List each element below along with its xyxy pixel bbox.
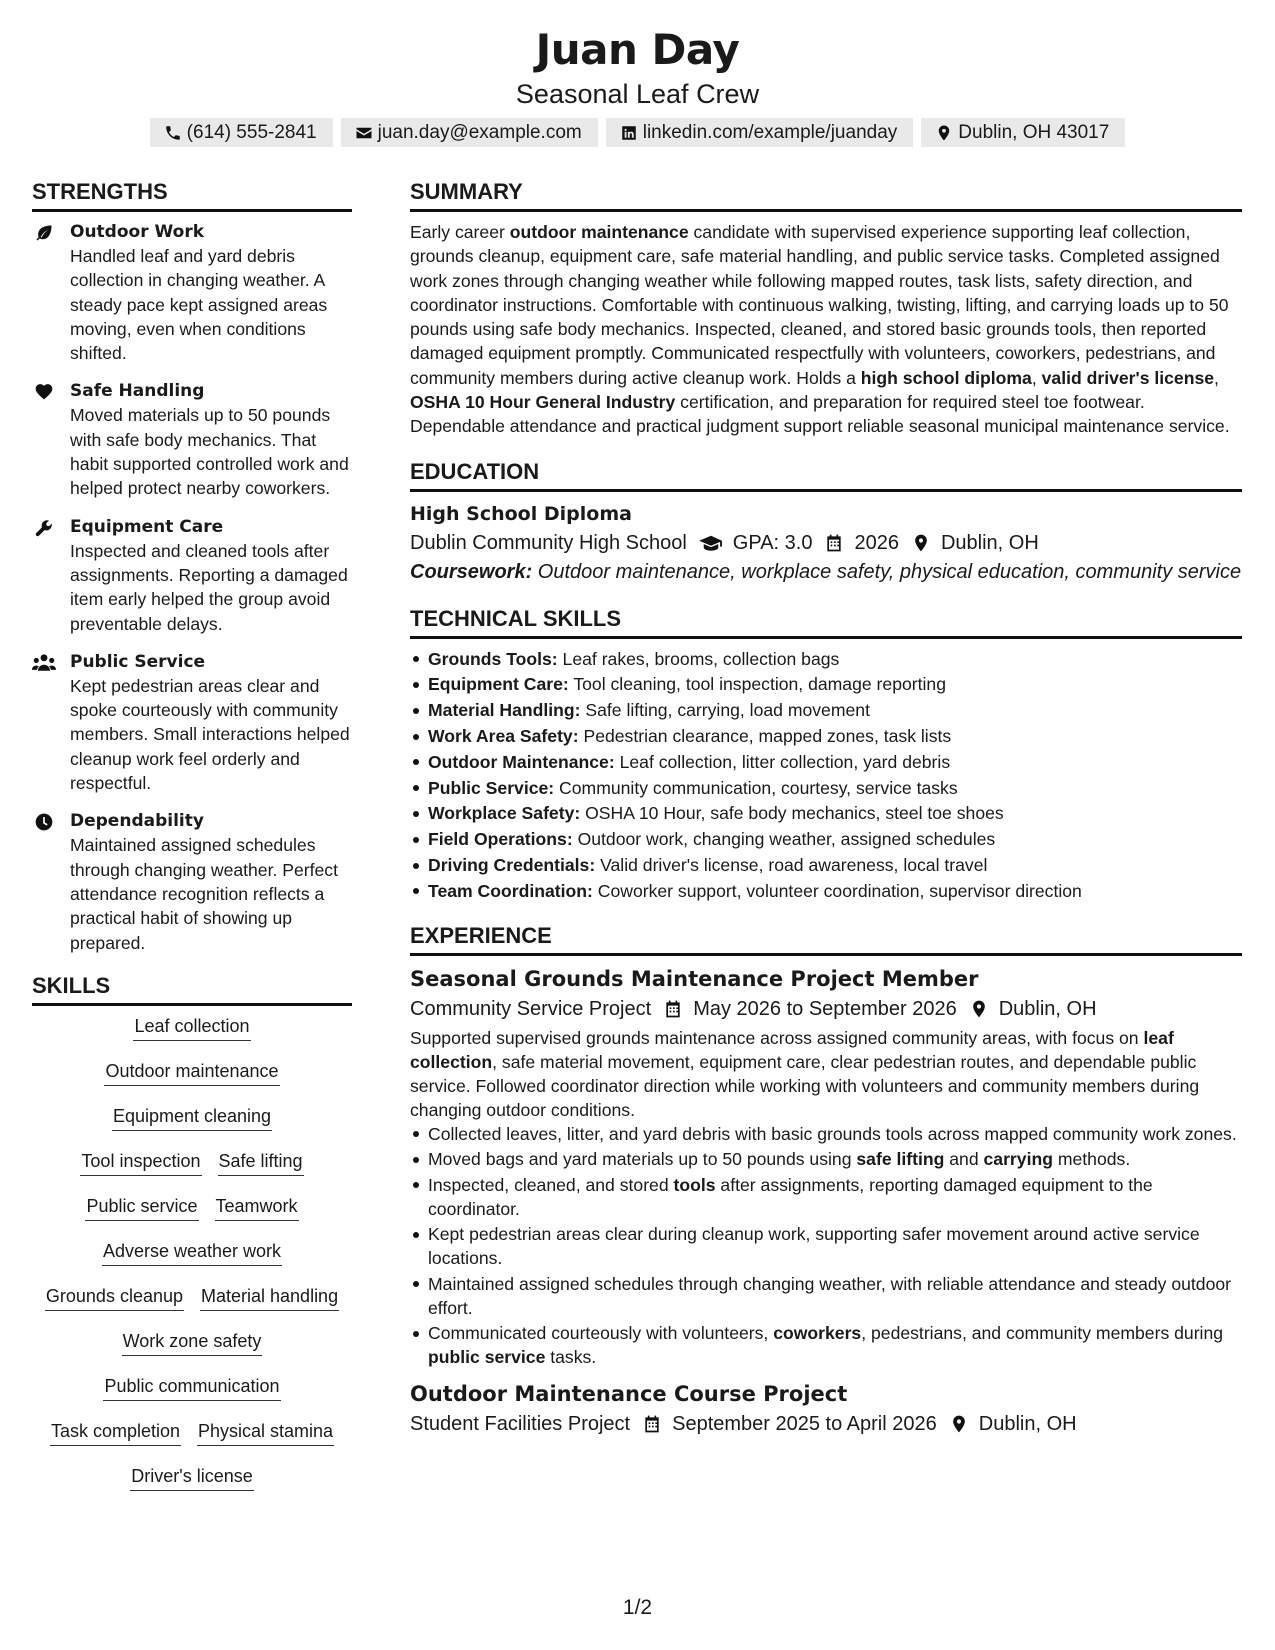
education-heading: EDUCATION — [410, 455, 1242, 492]
phone-text: (614) 555-2841 — [186, 121, 317, 143]
skill-tag: Equipment cleaning — [112, 1104, 272, 1131]
text-run: Moved bags and yard materials up to 50 pounds using — [428, 1149, 857, 1170]
text-run: certification, and preparation for required steel toe footwear. Dependable attendance and practical judgment support reliable seasonal municipal maintenance service. — [410, 392, 1230, 437]
heart-icon — [32, 382, 56, 402]
resume-header — [0, 0, 1275, 147]
skill-label: Work Area Safety: — [428, 726, 579, 747]
job-entry — [410, 964, 1242, 1370]
job-entry — [410, 1379, 1242, 1439]
job-title: Seasonal Grounds Maintenance Project Member — [410, 966, 979, 991]
skill-label: Public Service: — [428, 777, 555, 798]
skill-tag: Leaf collection — [133, 1014, 250, 1041]
strength-title: Public Service — [70, 651, 206, 672]
skill-label: Grounds Tools: — [428, 648, 558, 669]
emphasis-text: public service — [428, 1347, 546, 1368]
technical-skills — [410, 647, 1242, 903]
list-item — [410, 672, 1242, 696]
graduation-year: 2026 — [854, 531, 899, 554]
text-run: methods. — [1052, 1149, 1131, 1170]
phone-icon — [164, 124, 182, 142]
job-org: Student Facilities Project — [410, 1413, 631, 1436]
skill-row — [32, 1419, 352, 1464]
calendar-icon — [642, 1414, 662, 1434]
skill-label: Material Handling: — [428, 700, 581, 721]
skill-tag: Adverse weather work — [102, 1239, 282, 1266]
strength-item — [32, 220, 352, 365]
skill-tag: Driver's license — [130, 1464, 253, 1491]
experience-heading: EXPERIENCE — [410, 919, 1242, 956]
technical-skills-list — [410, 647, 1242, 903]
linkedin-text: linkedin.com/example/juanday — [642, 121, 898, 143]
strength-title: Equipment Care — [70, 516, 224, 537]
list-item — [410, 1122, 1242, 1146]
skill-label: Equipment Care: — [428, 674, 569, 695]
job-location: Dublin, OH — [978, 1413, 1077, 1436]
contact-phone — [150, 118, 333, 147]
job-dates: May 2026 to September 2026 — [693, 997, 957, 1020]
coursework-label: Coursework: — [410, 560, 533, 583]
skill-row — [32, 1014, 352, 1059]
skill-tag: Physical stamina — [197, 1419, 334, 1446]
coursework — [410, 560, 1242, 584]
list-item — [410, 1173, 1242, 1221]
envelope-icon — [355, 124, 373, 142]
location-text: Dublin, OH 43017 — [958, 121, 1110, 143]
skill-row — [32, 1059, 352, 1104]
skill-value: Leaf rakes, brooms, collection bags — [557, 648, 840, 669]
skill-tag: Public service — [85, 1194, 198, 1221]
text-run: Collected leaves, litter, and yard debris with basic grounds tools across mapped community work zones. — [428, 1123, 1237, 1144]
gpa-text: GPA: 3.0 — [732, 531, 813, 554]
text-run: Kept pedestrian areas clear during cleanup work, supporting safer movement around active service locations. — [428, 1224, 1200, 1269]
strengths-list — [32, 220, 352, 955]
strength-desc: Inspected and cleaned tools after assignments. Reporting a damaged item early helped the group avoid preventable delays. — [70, 540, 348, 634]
candidate-name: Juan Day — [535, 25, 740, 74]
map-marker-icon — [935, 124, 953, 142]
skill-row — [32, 1239, 352, 1284]
emphasis-text: safe lifting — [856, 1149, 945, 1170]
strength-title: Outdoor Work — [70, 222, 205, 242]
list-item — [410, 698, 1242, 722]
skill-tag: Teamwork — [215, 1194, 299, 1221]
job-description — [410, 1026, 1242, 1122]
skill-tag: Public communication — [103, 1374, 280, 1401]
job-dates: September 2025 to April 2026 — [672, 1413, 937, 1436]
skill-label: Driving Credentials: — [428, 855, 596, 876]
skill-label: Team Coordination: — [428, 880, 593, 901]
strength-desc: Moved materials up to 50 pounds with safe body mechanics. That habit supported controlled work and helped protect nearby coworkers. — [70, 405, 349, 499]
strength-title: Safe Handling — [70, 381, 205, 402]
map-marker-icon — [911, 533, 931, 553]
emphasis-text: valid driver's license — [1041, 367, 1215, 388]
text-run: Maintained assigned schedules through changing weather, with reliable attendance and steady outdoor effort. — [428, 1273, 1232, 1318]
list-item — [410, 776, 1242, 800]
text-run: Supported supervised grounds maintenance across assigned community areas, with focus on — [410, 1027, 1144, 1048]
strength-item — [32, 809, 352, 954]
text-run: , — [1214, 367, 1219, 388]
list-item — [410, 1222, 1242, 1270]
clock-icon — [32, 812, 56, 832]
skill-row — [32, 1194, 352, 1239]
skill-tag: Grounds cleanup — [45, 1284, 184, 1311]
contact-email — [341, 118, 598, 147]
skill-label: Field Operations: — [428, 829, 573, 850]
emphasis-text: leaf collection — [410, 1027, 1174, 1072]
page-number: 1/2 — [622, 1596, 653, 1619]
emphasis-text: coworkers — [773, 1323, 862, 1344]
skill-tag: Safe lifting — [218, 1149, 304, 1176]
skill-row — [32, 1464, 352, 1509]
skill-tag: Outdoor maintenance — [104, 1059, 279, 1086]
graduation-cap-icon — [699, 533, 723, 553]
emphasis-text: tools — [673, 1174, 716, 1195]
text-run: and — [944, 1149, 984, 1170]
calendar-icon — [663, 999, 683, 1019]
map-marker-icon — [969, 999, 989, 1019]
list-item — [410, 1147, 1242, 1171]
job-bullets — [410, 1122, 1242, 1370]
list-item — [410, 853, 1242, 877]
list-item — [410, 879, 1242, 903]
skill-value: Leaf collection, litter collection, yard debris — [614, 751, 951, 772]
skill-value: Safe lifting, carrying, load movement — [580, 700, 870, 721]
emphasis-text: high school diploma — [860, 367, 1032, 388]
education-meta — [410, 528, 1242, 558]
skill-tag: Tool inspection — [80, 1149, 201, 1176]
users-icon — [32, 653, 56, 673]
text-run: Communicated courteously with volunteers, — [428, 1323, 774, 1344]
job-meta — [410, 1409, 1242, 1439]
skill-value: OSHA 10 Hour, safe body mechanics, steel toe shoes — [580, 803, 1004, 824]
job-title: Outdoor Maintenance Course Project — [410, 1382, 848, 1407]
skill-value: Coworker support, volunteer coordination, supervisor direction — [592, 880, 1082, 901]
text-run: tasks. — [545, 1347, 597, 1368]
skill-value: Tool cleaning, tool inspection, damage reporting — [568, 674, 946, 695]
contact-linkedin — [606, 118, 914, 147]
list-item — [410, 827, 1242, 851]
text-run: , pedestrians, and community members during — [861, 1323, 1224, 1344]
contact-location — [921, 118, 1125, 147]
list-item — [410, 750, 1242, 774]
list-item — [410, 1321, 1242, 1369]
left-column — [32, 175, 352, 1509]
right-column — [410, 175, 1242, 1509]
degree-title: High School Diploma — [410, 502, 632, 525]
list-item — [410, 801, 1242, 825]
strength-desc: Handled leaf and yard debris collection in changing weather. A steady pace kept assigned areas moving, even when conditions shifted. — [70, 246, 328, 364]
text-run: after assignments, reporting damaged equipment to the coordinator. — [428, 1174, 1153, 1219]
coursework-text: Outdoor maintenance, workplace safety, physical education, community service — [532, 560, 1242, 583]
job-org: Community Service Project — [410, 997, 652, 1020]
wrench-icon — [32, 518, 56, 538]
skill-tag: Task completion — [50, 1419, 181, 1446]
skill-value: Pedestrian clearance, mapped zones, task lists — [578, 726, 952, 747]
strength-title: Dependability — [70, 811, 204, 832]
linkedin-icon — [620, 124, 638, 142]
strengths-heading: STRENGTHS — [32, 175, 352, 212]
summary-heading: SUMMARY — [410, 175, 1242, 212]
leaf-icon — [32, 223, 56, 243]
skill-row — [32, 1329, 352, 1374]
skill-tag: Work zone safety — [122, 1329, 263, 1356]
emphasis-text: carrying — [983, 1149, 1053, 1170]
skill-value: Community communication, courtesy, service tasks — [554, 777, 958, 798]
skill-row — [32, 1374, 352, 1419]
skills-heading: SKILLS — [32, 969, 352, 1006]
strength-item — [32, 379, 352, 500]
text-run: candidate with supervised experience supporting leaf collection, grounds cleanup, equipment care, safe material handling, and public service tasks. Completed assigned work zones through changing weather while following mapped routes, task lists, safety direction, and coordinator instructions. Comfortable with continuous walking, twisting, lifting, and carrying loads up to 50 pounds using safe body mechanics. Inspected, cleaned, and stored basic grounds tools, then reported damaged equipment promptly. Communicated respectfully with volunteers, coworkers, pedestrians, and community members during active cleanup work. Holds a — [410, 222, 1229, 388]
strength-item — [32, 515, 352, 636]
text-run: , — [1031, 367, 1042, 388]
skill-row — [32, 1149, 352, 1194]
strength-desc: Maintained assigned schedules through changing weather. Perfect attendance recognition reflects a practical habit of showing up prepared. — [70, 835, 338, 953]
strength-desc: Kept pedestrian areas clear and spoke courteously with community members. Small interactions helped cleanup work feel orderly and respectful. — [70, 675, 350, 794]
skills-tags — [32, 1014, 352, 1509]
skill-value: Outdoor work, changing weather, assigned schedules — [572, 829, 996, 850]
strength-item — [32, 650, 352, 795]
job-meta — [410, 994, 1242, 1024]
technical-skills-heading: TECHNICAL SKILLS — [410, 602, 1242, 639]
list-item — [410, 1272, 1242, 1320]
job-location: Dublin, OH — [998, 997, 1097, 1020]
job-title: Seasonal Leaf Crew — [515, 79, 760, 109]
text-run: , safe material movement, equipment care, clear pedestrian routes, and dependable public service. Followed coordinator direction while working with volunteers and community members during changing outdoor conditions. — [410, 1051, 1200, 1120]
skill-row — [32, 1284, 352, 1329]
resume-body — [32, 175, 1242, 1509]
summary-text — [410, 220, 1242, 439]
skill-row — [32, 1104, 352, 1149]
email-text: juan.day@example.com — [377, 121, 582, 143]
map-marker-icon — [949, 1414, 969, 1434]
list-item — [410, 647, 1242, 671]
skill-value: Valid driver's license, road awareness, local travel — [595, 855, 988, 876]
school-name: Dublin Community High School — [410, 531, 687, 554]
school-location: Dublin, OH — [940, 531, 1039, 554]
emphasis-text: outdoor maintenance — [509, 222, 689, 242]
skill-tag: Material handling — [200, 1284, 339, 1311]
skill-label: Workplace Safety: — [428, 803, 581, 824]
list-item — [410, 724, 1242, 748]
text-run: Inspected, cleaned, and stored — [428, 1174, 674, 1195]
calendar-icon — [824, 533, 844, 553]
contact-bar — [0, 118, 1275, 147]
text-run: Early career — [410, 222, 510, 242]
emphasis-text: OSHA 10 Hour General Industry — [410, 392, 676, 413]
skill-label: Outdoor Maintenance: — [428, 751, 615, 772]
